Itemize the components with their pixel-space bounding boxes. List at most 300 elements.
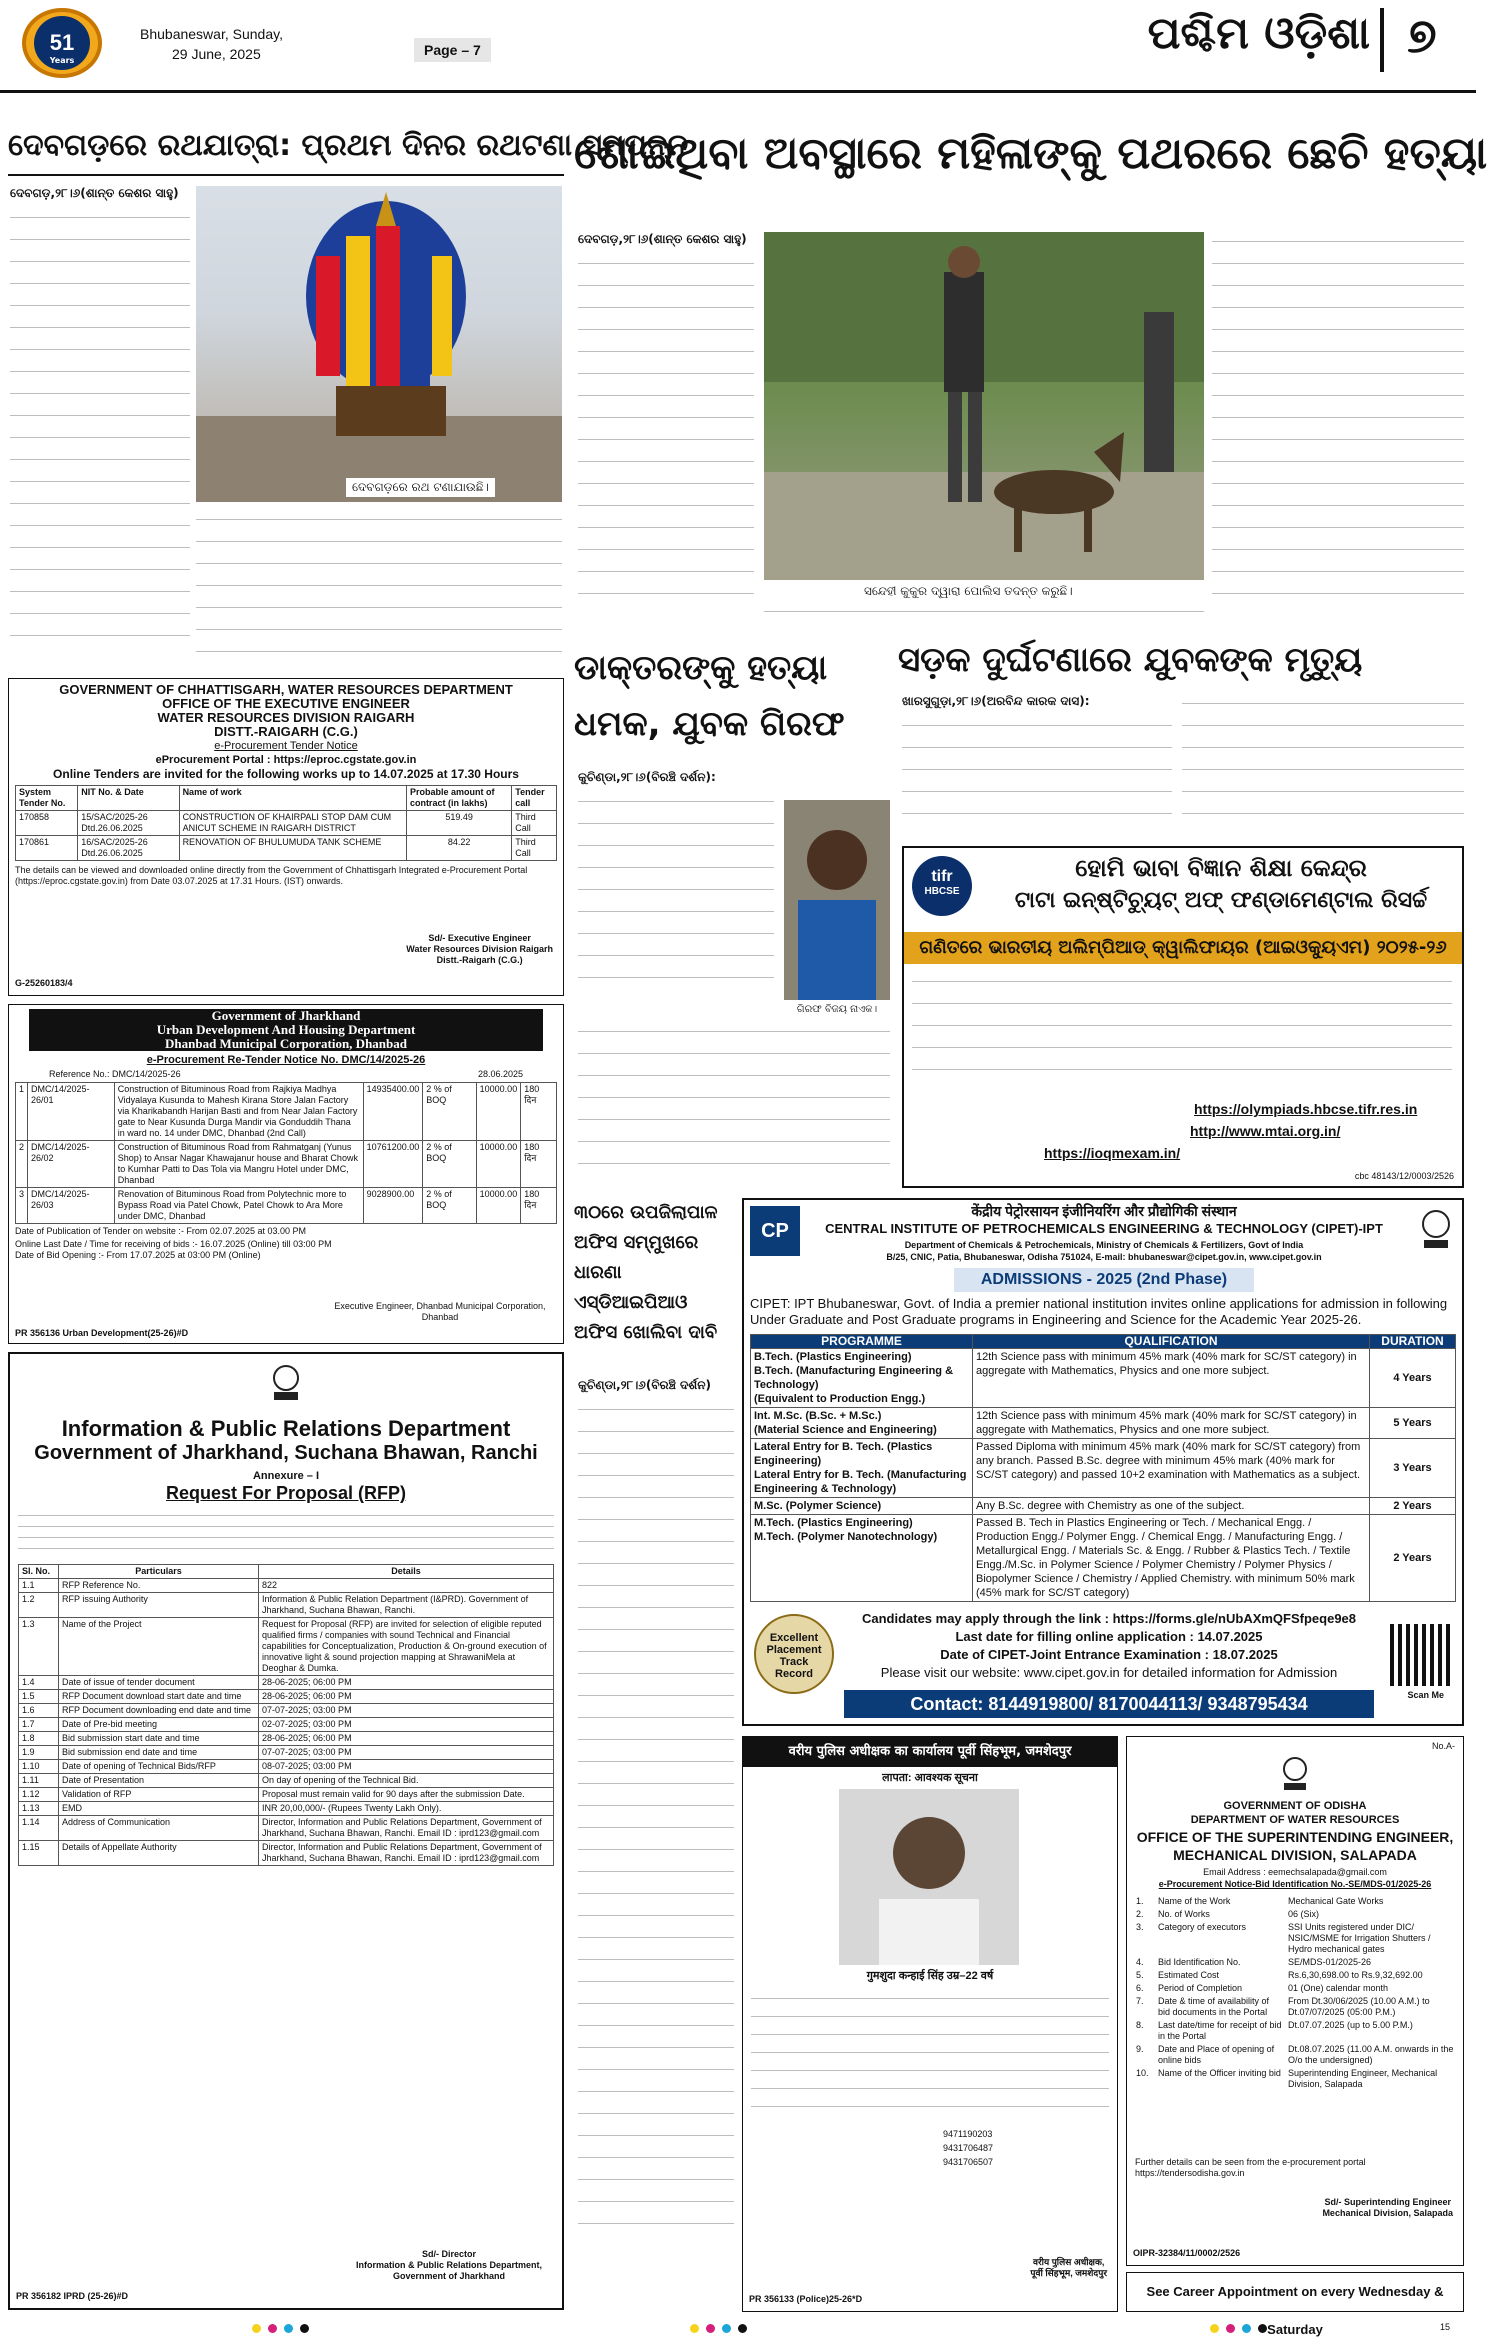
odisha-line2: DEPARTMENT OF WATER RESOURCES xyxy=(1190,1814,1400,1826)
table-row xyxy=(751,1439,1456,1498)
murder-body-col2 xyxy=(764,602,1204,632)
table-cell: 10. xyxy=(1136,2068,1149,2078)
police-ref: PR 356133 (Police)25-26*D xyxy=(749,2294,863,2304)
reg-dot-yellow xyxy=(252,2324,261,2333)
cipet-badge-1: Excellent xyxy=(769,1632,819,1644)
cg-cell: CONSTRUCTION OF KHAIRPALI STOP DAM CUM ANICUT SCHEME IN RAIGARH DISTRICT xyxy=(179,811,406,836)
odisha-line4: MECHANICAL DIVISION, SALAPADA xyxy=(1173,1847,1417,1863)
ad-cipet xyxy=(742,1198,1464,1726)
emblem-icon xyxy=(1416,1206,1456,1256)
iprd-signature xyxy=(356,2249,542,2282)
cipet-logo: CP xyxy=(750,1206,800,1256)
page-number: ୭ xyxy=(1380,8,1460,72)
cg-table xyxy=(15,785,557,861)
jh-cell: 2 % of BOQ xyxy=(423,1141,476,1188)
table-row xyxy=(19,1774,554,1788)
table-row xyxy=(1133,2019,1459,2043)
odisha-emblem xyxy=(1277,1755,1313,1795)
murder-photo xyxy=(764,232,1204,580)
table-cell: Name of the Officer inviting bid xyxy=(1158,2068,1281,2078)
emblem-icon xyxy=(1277,1755,1313,1795)
jh-cell: 2 % of BOQ xyxy=(423,1083,476,1141)
table-cell: Bid Identification No. xyxy=(1158,1957,1241,1967)
iprd-ref: PR 356182 IPRD (25-26)#D xyxy=(16,2291,129,2301)
police-dog-illustration xyxy=(764,232,1204,580)
table-row xyxy=(19,1676,554,1690)
table-cell: 01 (One) calendar month xyxy=(1288,1983,1389,1993)
jh-cell: 180 दिन xyxy=(521,1188,557,1224)
accident-byline: ଖାରସୁଗୁଡ଼ା,୨୮।୬(ଅରବିନ୍ଦ କାରକ ଦାସ): xyxy=(902,694,1090,708)
table-cell: 5. xyxy=(1136,1970,1144,1980)
table-row xyxy=(19,1802,554,1816)
table-cell: Rs.6,30,698.00 to Rs.9,32,692.00 xyxy=(1288,1970,1423,1980)
iprd-annexure: Annexure – I xyxy=(252,1470,320,1482)
table-row xyxy=(19,1732,554,1746)
cipet-col-duration: DURATION xyxy=(1370,1335,1456,1349)
table-cell: Date & time of availability of bid documents in the Portal xyxy=(1158,1996,1270,2017)
logo-badge xyxy=(34,16,90,70)
doctor-byline: କୁଚିଣ୍ଡା,୨୮।୬(ବିରଞ୍ଚି ଦର୍ଶନ): xyxy=(578,770,716,784)
table-cell: SSI Units registered under DIC/ NSIC/MSME for Irrigation Shutters / Hydro mechanical gates xyxy=(1288,1922,1431,1954)
table-cell: M.Sc. (Polymer Science) xyxy=(751,1498,973,1515)
doctor-headline-2: ଧମକ, ଯୁବକ ଗିରଫ xyxy=(574,704,845,744)
table-cell: Category of executors xyxy=(1158,1922,1247,1932)
cipet-exam-date: Date of CIPET-Joint Entrance Examination : 18.07.2025 xyxy=(940,1647,1278,1662)
table-cell: 1.7 xyxy=(19,1718,59,1732)
table-cell: Proposal must remain valid for 90 days after the submission Date. xyxy=(259,1788,554,1802)
table-cell: B.Tech. (Plastics Engineering) B.Tech. (Manufacturing Engineering & Technology) (Equivalent to Production Engg.) xyxy=(751,1349,973,1408)
odisha-footer: Further details can be seen from the e-procurement portal https://tendersodisha.gov.in xyxy=(1135,2157,1366,2178)
cg-portal: eProcurement Portal : https://eproc.cgstate.gov.in xyxy=(155,754,417,766)
ad-chhattisgarh xyxy=(8,678,564,996)
cipet-contact: Contact: 8144919800/ 8170044113/ 9348795434 xyxy=(844,1690,1374,1718)
cg-cell: 16/SAC/2025-26 Dtd.26.06.2025 xyxy=(78,836,179,861)
police-body xyxy=(751,1989,1109,2123)
hbcse-link-2[interactable]: http://www.mtai.org.in/ xyxy=(1190,1123,1341,1139)
cg-line2: OFFICE OF THE EXECUTIVE ENGINEER xyxy=(162,696,410,711)
hbcse-banner: ଗଣିତରେ ଭାରତୀୟ ଅଲିମ୍ପିଆଡ୍ କ୍ୱାଲିଫାୟର (ଆଇଓକ୍ୟୁଏମ) ୨୦୨୫-୨୬ xyxy=(904,932,1462,964)
reg-dot-magenta xyxy=(706,2324,715,2333)
table-cell: 1.9 xyxy=(19,1746,59,1760)
jh-cell: 10000.00 xyxy=(476,1188,521,1224)
masthead-rule xyxy=(0,90,1476,93)
cipet-apply: Candidates may apply through the link : https://forms.gle/nUbAXmQFSfpeqe9e8 xyxy=(861,1611,1357,1626)
murder-caption: ସନ୍ଦେହୀ କୁକୁର ଦ୍ୱାରା ପୋଲିସ ତଦନ୍ତ କରୁଛି। xyxy=(764,584,1204,599)
iprd-title: Request For Proposal (RFP) xyxy=(165,1483,407,1503)
logo-word: Years xyxy=(49,56,75,65)
rathayatra-headline: ଦେବଗଡ଼ରେ ରଥଯାତ୍ରା: ପ୍ରଥମ ଦିନର ରଥଟଣା ସମ୍ପନ୍ନ xyxy=(8,128,689,163)
iprd-table xyxy=(18,1564,554,1866)
cg-table-header xyxy=(16,786,557,811)
table-row xyxy=(1133,1908,1459,1921)
page-label: Page – 7 xyxy=(414,38,491,62)
table-cell: 08-07-2025; 03:00 PM xyxy=(259,1760,554,1774)
accident-body-col2 xyxy=(1182,694,1464,836)
cipet-dept: Department of Chemicals & Petrochemicals, Ministry of Chemicals & Fertilizers, Govt of India xyxy=(904,1240,1304,1250)
rathayatra-body-col1 xyxy=(10,208,190,668)
cg-cell: Third Call xyxy=(512,811,557,836)
table-cell: Dt.08.07.2025 (11.00 A.M. onwards in the O/o the undersigned) xyxy=(1288,2044,1454,2065)
iprd-line1: Information & Public Relations Department xyxy=(61,1416,511,1441)
table-row xyxy=(19,1618,554,1676)
doctor-headline-1: ଡାକ୍ତରଙ୍କୁ ହତ୍ୟା xyxy=(574,648,828,688)
cg-signature xyxy=(406,933,553,966)
table-cell: 28-06-2025; 06:00 PM xyxy=(259,1690,554,1704)
doctor-caption: ଗିରଫ ବିଜୟ ନାଏକ। xyxy=(784,1004,890,1015)
hbcse-body xyxy=(912,972,1452,1092)
career-note: See Career Appointment on every Wednesday & Saturday xyxy=(1126,2272,1464,2312)
table-cell: Bid submission start date and time xyxy=(59,1732,259,1746)
iprd-sign-2: Information & Public Relations Department, xyxy=(355,2260,542,2270)
table-cell: On day of opening of the Technical Bid. xyxy=(259,1774,554,1788)
table-cell: Date of Pre-bid meeting xyxy=(59,1718,259,1732)
jh-cell: DMC/14/2025-26/02 xyxy=(28,1141,115,1188)
table-cell: Date of Presentation xyxy=(59,1774,259,1788)
masthead-logo xyxy=(14,8,124,80)
cipet-badge-2: Placement xyxy=(766,1644,822,1656)
hbcse-title-1: ହୋମି ଭାବା ବିଜ୍ଞାନ ଶିକ୍ଷା କେନ୍ଦ୍ର xyxy=(1075,854,1367,882)
table-cell: Information & Public Relation Department (I&PRD). Government of Jharkhand, Suchana Bhawan, Ranchi. xyxy=(259,1593,554,1618)
table-cell: 1.4 xyxy=(19,1676,59,1690)
ad-odisha xyxy=(1126,1736,1464,2266)
table-cell: 1.1 xyxy=(19,1579,59,1593)
jh-cell: 10000.00 xyxy=(476,1083,521,1141)
table-cell: 2 Years xyxy=(1370,1498,1456,1515)
police-phone-3: 9431706507 xyxy=(943,2157,994,2167)
reg-dot-yellow xyxy=(1210,2324,1219,2333)
dharna-body xyxy=(578,1400,734,2312)
table-cell: Address of Communication xyxy=(59,1816,259,1841)
table-cell: 07-07-2025; 03:00 PM xyxy=(259,1746,554,1760)
table-cell: Date and Place of opening of online bids xyxy=(1158,2044,1275,2065)
ad-police xyxy=(742,1736,1118,2312)
table-cell: 02-07-2025; 03:00 PM xyxy=(259,1718,554,1732)
table-cell: 5 Years xyxy=(1370,1408,1456,1439)
jh-cell: 1 xyxy=(16,1083,28,1141)
table-cell: Int. M.Sc. (B.Sc. + M.Sc.) (Material Science and Engineering) xyxy=(751,1408,973,1439)
table-cell: 4. xyxy=(1136,1957,1144,1967)
iprd-col-particulars: Particulars xyxy=(59,1565,259,1579)
dateline-date: 29 June, 2025 xyxy=(172,46,261,62)
table-cell: 07-07-2025; 03:00 PM xyxy=(259,1704,554,1718)
dharna-headline-1: ୩୦ରେ ଉପଜିଲାପାଳ xyxy=(574,1202,718,1223)
iprd-sign-1: Sd/- Director xyxy=(421,2249,476,2259)
table-cell: Bid submission end date and time xyxy=(59,1746,259,1760)
table-cell: 1.11 xyxy=(19,1774,59,1788)
table-cell: 28-06-2025; 06:00 PM xyxy=(259,1676,554,1690)
jh-cell: Construction of Bituminous Road from Rajkiya Madhya Vidyalaya Kusunda to Mahesh Kirana Store Jalan Factory via Kharikabandh Harijan Basti and from Near Jalan Factory gate to Near Kusunda Durga Mandir via Gonduddih Thana in ward no. 14 under DMC, Dhanbad (2nd Call) xyxy=(114,1083,363,1141)
missing-person-photo xyxy=(839,1789,1019,1965)
iprd-sign-3: Government of Jharkhand xyxy=(392,2271,505,2281)
cipet-table-header xyxy=(751,1335,1456,1349)
table-row xyxy=(19,1593,554,1618)
ad-jharkhand-udhd xyxy=(8,1004,564,1344)
cg-col-3: Probable amount of contract (in lakhs) xyxy=(406,786,511,811)
table-cell: 28-06-2025; 06:00 PM xyxy=(259,1732,554,1746)
table-cell: 1.5 xyxy=(19,1690,59,1704)
iprd-col-details: Details xyxy=(259,1565,554,1579)
dharna-byline: କୁଚିଣ୍ଡା,୨୮।୬(ବିରଞ୍ଚି ଦର୍ଶନ) xyxy=(578,1378,711,1392)
police-phone-2: 9431706487 xyxy=(943,2143,994,2153)
registration-strip xyxy=(0,2322,1476,2338)
rathayatra-caption: ଦେବଗଡ଼ରେ ରଥ ଟଣାଯାଉଛି। xyxy=(346,478,495,497)
iprd-line2: Government of Jharkhand, Suchana Bhawan, Ranchi xyxy=(34,1442,538,1464)
table-cell: 1.14 xyxy=(19,1816,59,1841)
table-row xyxy=(751,1349,1456,1408)
jh-ref: PR 356136 Urban Development(25-26)#D xyxy=(15,1328,189,1338)
table-cell: 3 Years xyxy=(1370,1439,1456,1498)
rathayatra-byline: ଦେବଗଡ଼,୨୮।୬(ଶାନ୍ତ କେଶର ସାହୁ) xyxy=(10,186,179,200)
jh-ref-no: Reference No.: DMC/14/2025-26 xyxy=(49,1069,181,1079)
table-cell: EMD xyxy=(59,1802,259,1816)
cipet-badge-3: Track xyxy=(779,1656,809,1668)
cg-col-4: Tender call xyxy=(512,786,557,811)
cg-line5: e-Procurement Tender Notice xyxy=(214,740,358,752)
cg-col-1: NIT No. & Date xyxy=(78,786,179,811)
dateline-city: Bhubaneswar, Sunday, xyxy=(140,26,283,42)
reg-mark-number: 15 xyxy=(1440,2322,1451,2332)
table-cell: RFP Reference No. xyxy=(59,1579,259,1593)
jh-sign: Executive Engineer, Dhanbad Municipal Corporation, Dhanbad xyxy=(334,1301,546,1322)
table-cell: 7. xyxy=(1136,1996,1144,2006)
table-row xyxy=(1133,1895,1459,1908)
table-cell: Director, Information and Public Relations Department, Government of Jharkhand, Suchana Bhawan, Ranchi. Email ID : iprd123@gmail.com xyxy=(259,1841,554,1866)
section-title: ପଶ୍ଚିମ ଓଡ଼ିଶା xyxy=(1147,8,1370,59)
table-cell: 6. xyxy=(1136,1983,1144,1993)
table-cell: 1.6 xyxy=(19,1704,59,1718)
table-cell: Details of Appellate Authority xyxy=(59,1841,259,1866)
cg-cell: Third Call xyxy=(512,836,557,861)
odisha-email: Email Address : eemechsalapada@gmail.com xyxy=(1203,1867,1387,1877)
chariot-illustration xyxy=(196,186,562,502)
table-cell: 1.12 xyxy=(19,1788,59,1802)
table-cell: SE/MDS-01/2025-26 xyxy=(1288,1957,1372,1967)
hbcse-logo xyxy=(912,856,972,916)
hbcse-link-1[interactable]: https://olympiads.hbcse.tifr.res.in xyxy=(1194,1101,1418,1117)
jh-cell: 180 दिन xyxy=(521,1141,557,1188)
dharna-headline-3: ଏସ୍‌ଡିଆଇପିଆଓ xyxy=(574,1292,688,1313)
table-cell: 1. xyxy=(1136,1896,1144,1906)
jh-cell: Construction of Bituminous Road from Rahmatganj (Yunus Shop) to Ansar Nagar Khawajanur house and Bharat Chowk to Kumhar Patti to Das Tola via Mangru Hotel under DMC, Dhanbad xyxy=(114,1141,363,1188)
cipet-name: CENTRAL INSTITUTE OF PETROCHEMICALS ENGINEERING & TECHNOLOGY (CIPET)-IPT xyxy=(825,1221,1383,1236)
doctor-body-col1 xyxy=(578,792,774,1002)
murder-headline-box xyxy=(574,128,1487,192)
hbcse-logo-1: tifr xyxy=(931,868,953,885)
jh-pub-date: Date of Publication of Tender on website :- From 02.07.2025 at 03.00 PM xyxy=(15,1226,307,1236)
jh-table xyxy=(15,1082,557,1224)
reg-dot-black xyxy=(1258,2324,1267,2333)
jh-line2: Urban Development And Housing Department xyxy=(156,1022,416,1037)
reg-dot-magenta xyxy=(1226,2324,1235,2333)
jh-line3: Dhanbad Municipal Corporation, Dhanbad xyxy=(164,1036,407,1051)
table-row xyxy=(751,1408,1456,1439)
cipet-emblem xyxy=(1416,1206,1456,1256)
jh-line1: Government of Jharkhand xyxy=(211,1008,361,1023)
police-sign-2: पूर्वी सिंहभूम, जमशेदपुर xyxy=(1030,2268,1107,2278)
jh-cell: Renovation of Bituminous Road from Polytechnic more to Bypass Road via Patel Chowk, Patel Chowk to Ara More under DMC, Dhanbad xyxy=(114,1188,363,1224)
dharna-headline-box xyxy=(574,1198,734,1376)
hbcse-ref: cbc 48143/12/0003/2526 xyxy=(1354,1171,1454,1181)
jh-opening: Date of Bid Opening :- From 17.07.2025 at 03:00 PM (Online) xyxy=(15,1250,261,1260)
odisha-signature xyxy=(1322,2197,1453,2219)
dateline xyxy=(140,24,400,64)
table-row xyxy=(19,1816,554,1841)
table-row xyxy=(1133,2067,1459,2091)
police-phone-1: 9471190203 xyxy=(943,2129,993,2139)
table-row xyxy=(1133,2043,1459,2067)
table-row xyxy=(16,1188,557,1224)
accident-headline: ସଡ଼କ ଦୁର୍ଘଟଣାରେ ଯୁବକଙ୍କ ମୃତ୍ୟୁ xyxy=(898,640,1363,680)
table-row xyxy=(1133,1956,1459,1969)
cg-sign-2: Water Resources Division Raigarh xyxy=(406,944,553,954)
table-cell: No. of Works xyxy=(1158,1909,1210,1919)
cg-cell: 15/SAC/2025-26 Dtd.26.06.2025 xyxy=(78,811,179,836)
cg-cell: 519.49 xyxy=(406,811,511,836)
table-cell: 12th Science pass with minimum 45% mark (40% mark for SC/ST category) in aggregate with Mathematics, Physics and one more subject. xyxy=(973,1408,1370,1439)
table-cell: 9. xyxy=(1136,2044,1144,2054)
hbcse-link-3[interactable]: https://ioqmexam.in/ xyxy=(1044,1145,1181,1161)
table-cell: 8. xyxy=(1136,2020,1144,2030)
accident-headline-box xyxy=(898,640,1464,688)
dharna-headline-2: ଅଫିସ ସମ୍ମୁଖରେ ଧାରଣା xyxy=(574,1232,699,1283)
table-row xyxy=(19,1579,554,1593)
table-row xyxy=(16,836,557,861)
reg-dot-black xyxy=(300,2324,309,2333)
table-row xyxy=(19,1690,554,1704)
table-cell: Name of the Work xyxy=(1158,1896,1231,1906)
table-cell: 06 (Six) xyxy=(1288,1909,1320,1919)
iprd-intro xyxy=(18,1510,554,1558)
police-subtitle: लापता: आवश्यक सूचना xyxy=(882,1772,978,1784)
cipet-table xyxy=(750,1334,1456,1602)
hbcse-title-2: ଟାଟା ଇନ୍‌ଷ୍ଟିଚ୍ୟୁଟ୍ ଅଫ୍ ଫଣ୍ଡାମେଣ୍ଟାଲ ରିସର୍ଚ୍ଚ xyxy=(1014,888,1428,913)
cg-ref: G-25260183/4 xyxy=(15,978,73,988)
table-cell: 12th Science pass with minimum 45% mark (40% mark for SC/ST category) in aggregate with Mathematics, Physics and one more subject. xyxy=(973,1349,1370,1408)
table-cell: From Dt.30/06/2025 (10.00 A.M.) to Dt.07/07/2025 (05:00 P.M.) xyxy=(1288,1996,1430,2017)
table-cell: 1.15 xyxy=(19,1841,59,1866)
table-cell: Name of the Project xyxy=(59,1618,259,1676)
rathayatra-photo xyxy=(196,186,562,502)
cg-cell: RENOVATION OF BHULUMUDA TANK SCHEME xyxy=(179,836,406,861)
hbcse-logo-2: HBCSE xyxy=(924,886,960,897)
jh-cell: 2 % of BOQ xyxy=(423,1188,476,1224)
cg-cell: 170861 xyxy=(16,836,78,861)
ad-hbcse xyxy=(902,846,1464,1188)
police-signature xyxy=(1030,2257,1107,2279)
police-sign-1: वरीय पुलिस अधीक्षक, xyxy=(1032,2257,1105,2267)
table-cell: 1.13 xyxy=(19,1802,59,1816)
table-cell: Dt.07.07.2025 (up to 5.00 P.M.) xyxy=(1288,2020,1413,2030)
cg-col-2: Name of work xyxy=(179,786,406,811)
table-cell: Request for Proposal (RFP) are invited for selection of eligible reputed qualified firms / companies with sound Technical and Financial capabilities for Conceptualization, Production & On-ground execution of innovative light & sound projection mapping at ShrawaniMela at Deoghar & Dumka. xyxy=(259,1618,554,1676)
table-row xyxy=(1133,1982,1459,1995)
rathayatra-body-col2 xyxy=(196,510,562,668)
cipet-hindi-name: केंद्रीय पेट्रोरसायन इंजीनियरिंग और प्रौद्योगिकी संस्थान xyxy=(971,1203,1237,1219)
table-cell: 2 Years xyxy=(1370,1515,1456,1602)
table-row xyxy=(1133,1969,1459,1982)
table-cell: M.Tech. (Plastics Engineering) M.Tech. (Polymer Nanotechnology) xyxy=(751,1515,973,1602)
reg-dot-magenta xyxy=(268,2324,277,2333)
accident-body-col1 xyxy=(902,716,1172,836)
table-row xyxy=(16,811,557,836)
jh-cell: 180 दिन xyxy=(521,1083,557,1141)
table-row xyxy=(19,1788,554,1802)
table-cell: 3. xyxy=(1136,1922,1144,1932)
table-cell: Superintending Engineer, Mechanical Division, Salapada xyxy=(1288,2068,1438,2089)
table-row xyxy=(751,1515,1456,1602)
odisha-notice: e-Procurement Notice-Bid Identification No.-SE/MDS-01/2025-26 xyxy=(1158,1879,1432,1889)
doctor-headline-box xyxy=(574,640,874,760)
table-row xyxy=(19,1841,554,1866)
table-cell: 1.10 xyxy=(19,1760,59,1774)
odisha-table xyxy=(1133,1895,1459,2091)
cipet-placement-badge xyxy=(754,1614,834,1694)
cg-line3: WATER RESOURCES DIVISION RAIGARH xyxy=(157,710,415,725)
cipet-intro: CIPET: IPT Bhubaneswar, Govt. of India a premier national institution invites online applications for admission in following Under Graduate and Post Graduate programs in Engineering and Science for the Academic Year 2025-26. xyxy=(750,1296,1448,1327)
reg-dot-cyan xyxy=(284,2324,293,2333)
table-cell: Validation of RFP xyxy=(59,1788,259,1802)
table-cell: 1.8 xyxy=(19,1732,59,1746)
table-cell: 1.3 xyxy=(19,1618,59,1676)
cipet-badge-4: Record xyxy=(775,1668,813,1680)
murder-byline: ଦେବଗଡ଼,୨୮।୬(ଶାନ୍ତ କେଶର ସାହୁ) xyxy=(578,232,747,246)
accused-portrait xyxy=(784,800,890,1000)
reg-dot-black xyxy=(738,2324,747,2333)
murder-body-col1 xyxy=(578,254,754,624)
dharna-headline-4: ଅଫିସ ଖୋଲିବା ଦାବି xyxy=(574,1322,718,1343)
table-row xyxy=(19,1704,554,1718)
cipet-col-programme: PROGRAMME xyxy=(751,1335,973,1349)
jh-cell: 9028900.00 xyxy=(363,1188,423,1224)
jh-ref-date: 28.06.2025 xyxy=(477,1069,523,1079)
cipet-col-qualification: QUALIFICATION xyxy=(973,1335,1370,1349)
table-cell: INR 20,00,000/- (Rupees Twenty Lakh Only). xyxy=(259,1802,554,1816)
jh-cell: DMC/14/2025-26/01 xyxy=(28,1083,115,1141)
table-cell: Passed Diploma with minimum 45% mark (40% mark for SC/ST category) from any branch. Passed B.Sc. degree with minimum 45% mark (40% mark for SC/ST category) and passed 10+2 examination with Mathematics as a subject. xyxy=(973,1439,1370,1498)
reg-dot-cyan xyxy=(722,2324,731,2333)
cg-line4: DISTT.-RAIGARH (C.G.) xyxy=(214,724,358,739)
cg-cell: 170858 xyxy=(16,811,78,836)
table-cell: Mechanical Gate Works xyxy=(1288,1896,1384,1906)
jh-cell: 14935400.00 xyxy=(363,1083,423,1141)
table-row xyxy=(19,1746,554,1760)
jh-cell: 10761200.00 xyxy=(363,1141,423,1188)
rathayatra-headline-box xyxy=(8,128,689,176)
murder-body-col3 xyxy=(1212,232,1464,632)
doctor-photo xyxy=(784,800,890,1000)
qr-code-icon xyxy=(1390,1624,1452,1686)
jh-cell: DMC/14/2025-26/03 xyxy=(28,1188,115,1224)
odisha-sign-2: Mechanical Division, Salapada xyxy=(1322,2208,1453,2218)
odisha-line1: GOVERNMENT OF ODISHA xyxy=(1223,1800,1367,1812)
table-cell: Any B.Sc. degree with Chemistry as one of the subject. xyxy=(973,1498,1370,1515)
table-cell: Passed B. Tech in Plastics Engineering or Tech. / Mechanical Engg. / Production Engg./ Polymer Engg. / Chemical Engg. / Manufacturing Engg. / Metallurgical Engg. / Materials Sc. & Engg. / Rubber & Plastics Tech. / Textile Engg./M.Sc. in Polymer Science / Polymer Chemistry / Polymer Physics / Biopolymer Science / Chemistry / Applied Chemistry. with minimum 50% mark (45% mark for SC/ST category) xyxy=(973,1515,1370,1602)
table-row xyxy=(19,1760,554,1774)
jh-cell: 3 xyxy=(16,1188,28,1224)
table-cell: 822 xyxy=(259,1579,554,1593)
iprd-emblem xyxy=(10,1362,562,1410)
ad-iprd xyxy=(8,1352,564,2310)
table-row xyxy=(751,1498,1456,1515)
murder-headline: ଶୋଇଥିବା ଅବସ୍ଥାରେ ମହିଳାଙ୍କୁ ପଥରରେ ଛେଚି ହତ୍ୟା xyxy=(574,128,1487,179)
cg-sign-1: Sd/- Executive Engineer xyxy=(428,933,531,943)
police-person: गुमशुदा कन्हाई सिंह उम्र–22 वर्ष xyxy=(866,1970,994,1982)
cg-line1: GOVERNMENT OF CHHATTISGARH, WATER RESOURCES DEPARTMENT xyxy=(59,682,513,697)
table-cell: Estimated Cost xyxy=(1158,1970,1220,1980)
table-row xyxy=(19,1718,554,1732)
table-cell: Date of issue of tender document xyxy=(59,1676,259,1690)
emblem-icon xyxy=(266,1362,306,1406)
